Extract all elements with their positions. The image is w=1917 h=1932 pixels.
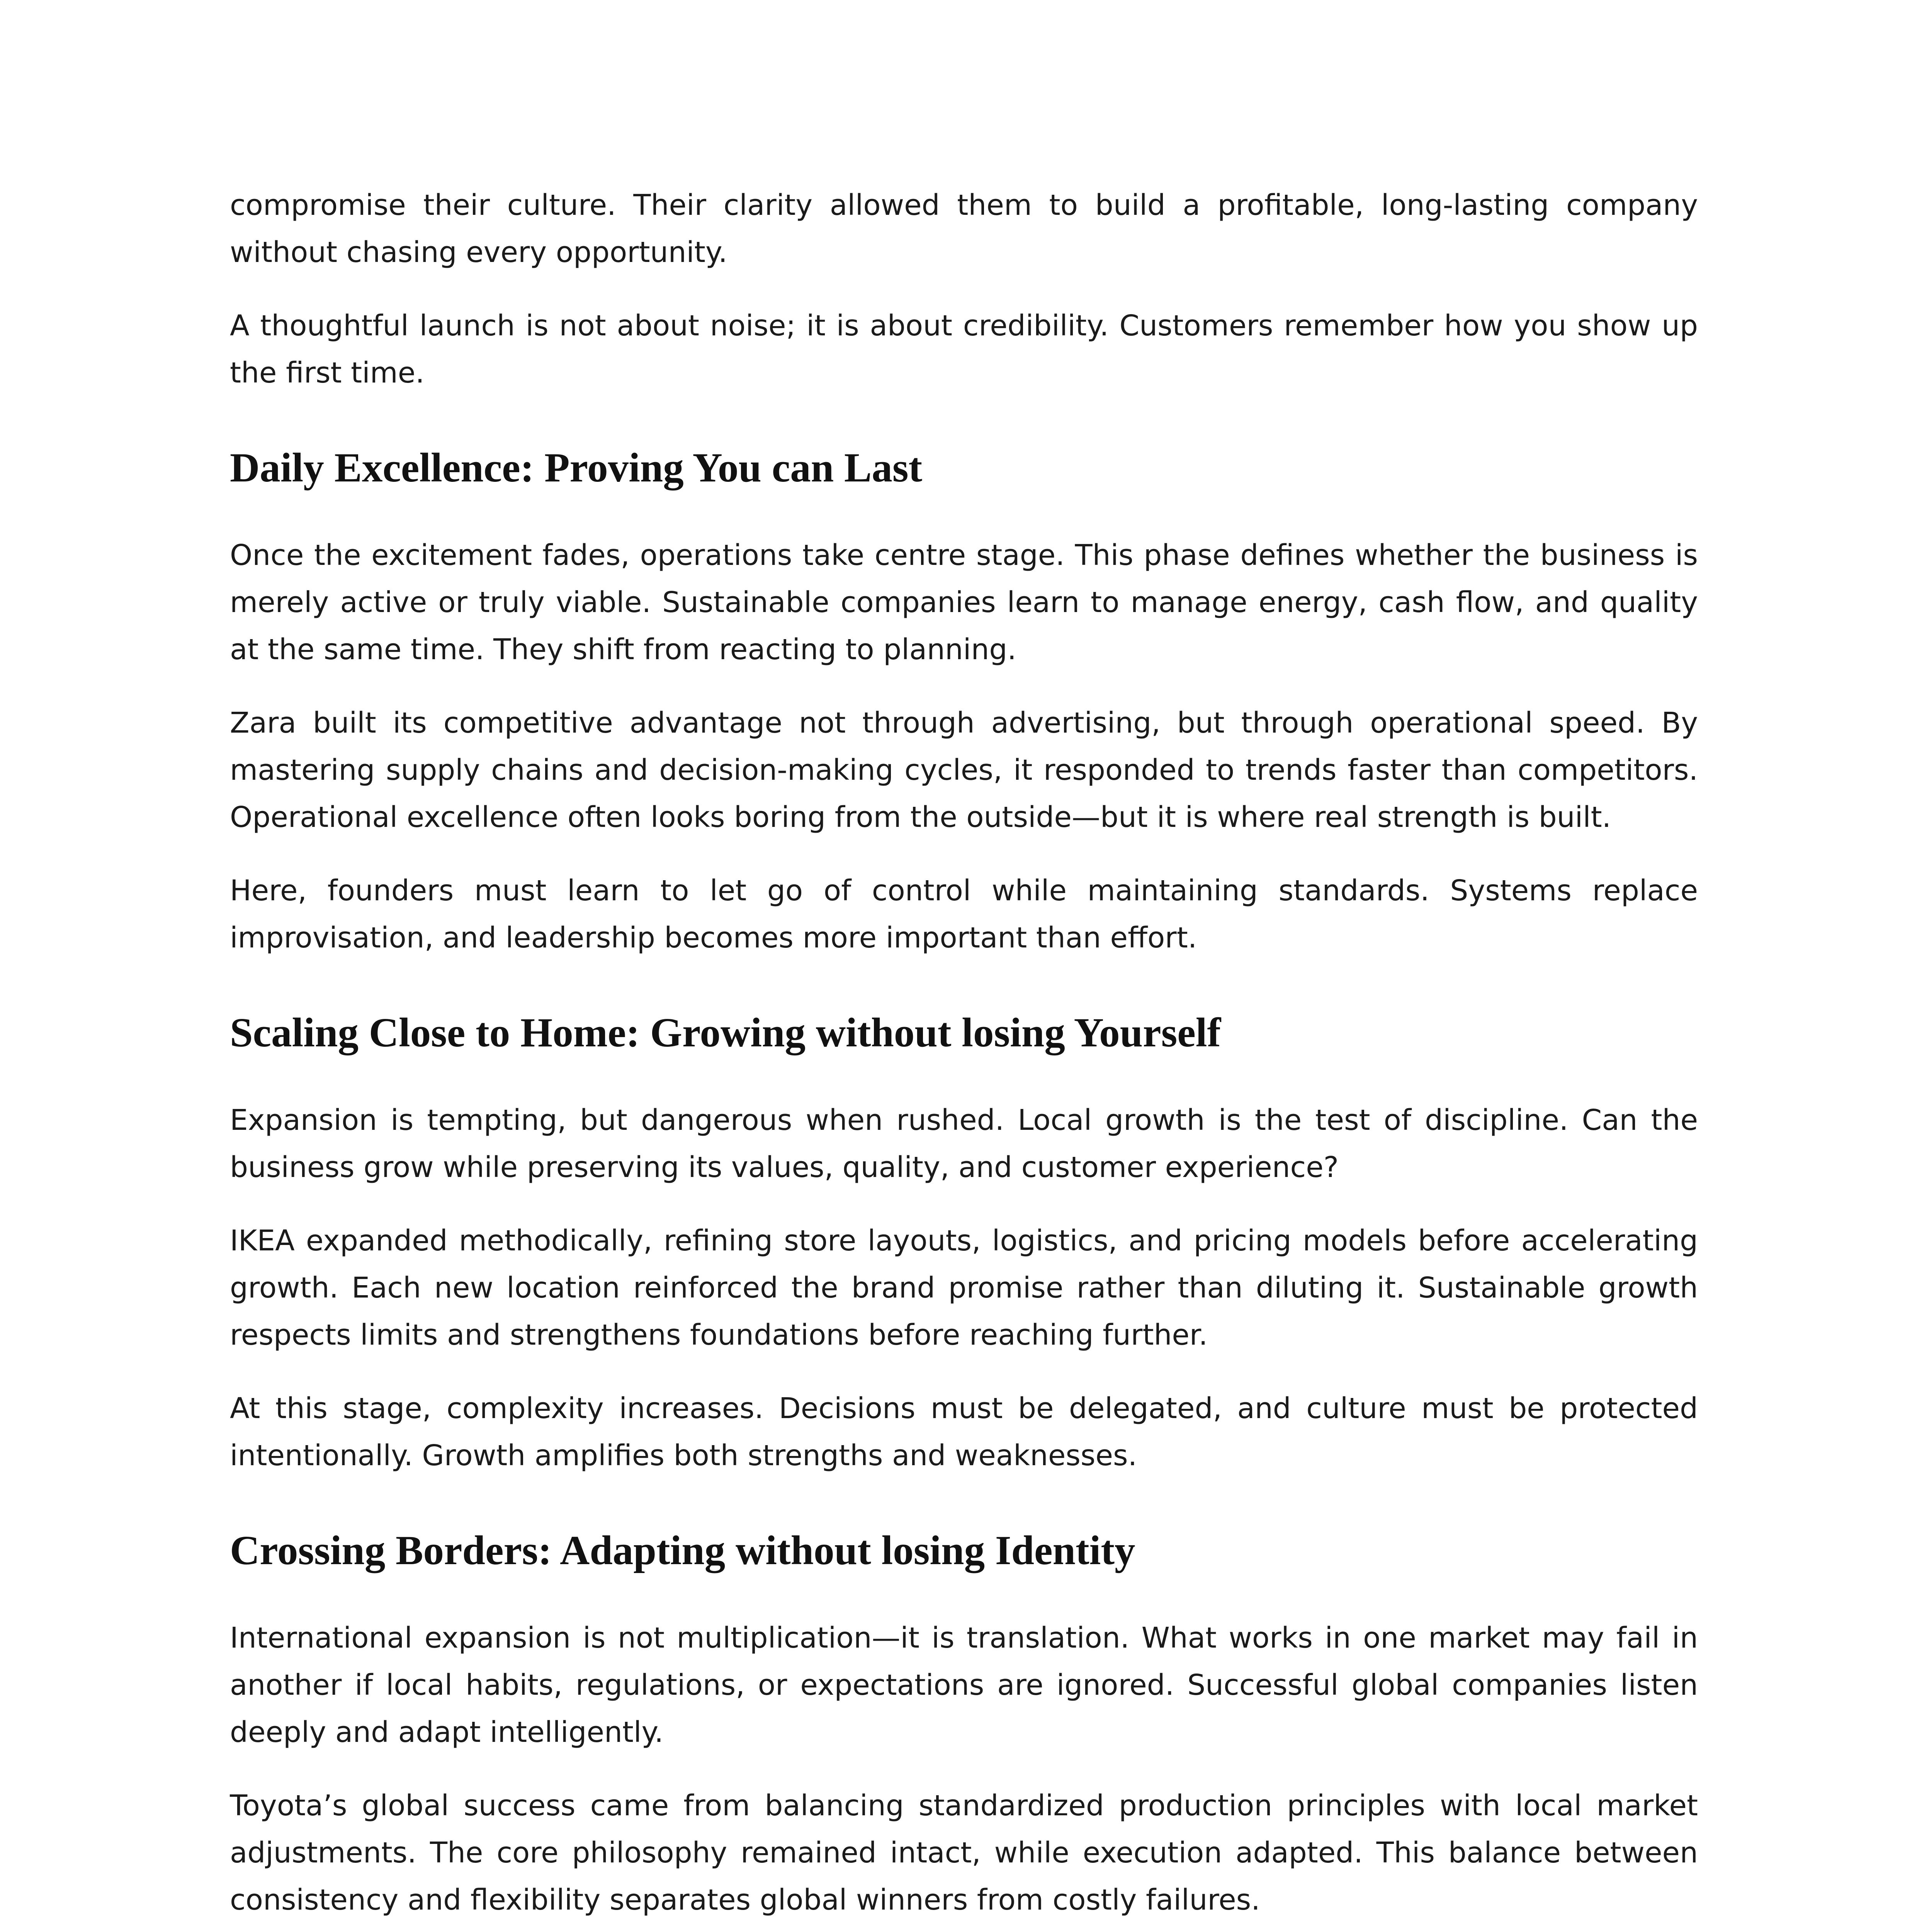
- section-heading: Daily Excellence: Proving You can Last: [230, 445, 923, 491]
- body-paragraph: A thoughtful launch is not about noise; it is about credibility. Customers remember how you show up the first time.: [230, 309, 1698, 389]
- body-paragraph: Zara built its competitive advantage not through advertising, but through operational speed. By mastering supply chains and decision-making cycles, it responded to trends faster than competitors. Operational excellence often looks boring from the outside—but it is where real strength is built.: [230, 706, 1698, 834]
- body-paragraph: Once the excitement fades, operations take centre stage. This phase defines whether the business is merely active or truly viable. Sustainable companies learn to manage energy, cash flow, and quality at the same time. They shift from reacting to planning.: [230, 539, 1698, 666]
- section-heading: Scaling Close to Home: Growing without losing Yourself: [230, 1010, 1221, 1056]
- body-paragraph: International expansion is not multiplication—it is translation. What works in one market may fail in another if local habits, regulations, or expectations are ignored. Successful global companies listen deeply and adapt intelligently.: [230, 1621, 1698, 1749]
- body-paragraph: IKEA expanded methodically, refining store layouts, logistics, and pricing models before accelerating growth. Each new location reinforced the brand promise rather than diluting it. Sustainable growth respects limits and strengthens foundations before reaching further.: [230, 1224, 1698, 1352]
- body-paragraph: compromise their culture. Their clarity allowed them to build a profitable, long-lasting company without chasing every opportunity.: [230, 189, 1698, 269]
- body-paragraph: Here, founders must learn to let go of control while maintaining standards. Systems replace improvisation, and leadership becomes more important than effort.: [230, 874, 1698, 954]
- body-paragraph: Expansion is tempting, but dangerous when rushed. Local growth is the test of discipline. Can the business grow while preserving its values, quality, and customer experience?: [230, 1104, 1698, 1184]
- page-content: [230, 182, 1698, 1932]
- body-paragraph: At this stage, complexity increases. Decisions must be delegated, and culture must be protected intentionally. Growth amplifies both strengths and weaknesses.: [230, 1392, 1698, 1472]
- body-paragraph: Toyota’s global success came from balancing standardized production principles with local market adjustments. The core philosophy remained intact, while execution adapted. This balance between consistency and flexibility separates global winners from costly failures.: [230, 1789, 1698, 1917]
- section-heading: Crossing Borders: Adapting without losing Identity: [230, 1528, 1135, 1573]
